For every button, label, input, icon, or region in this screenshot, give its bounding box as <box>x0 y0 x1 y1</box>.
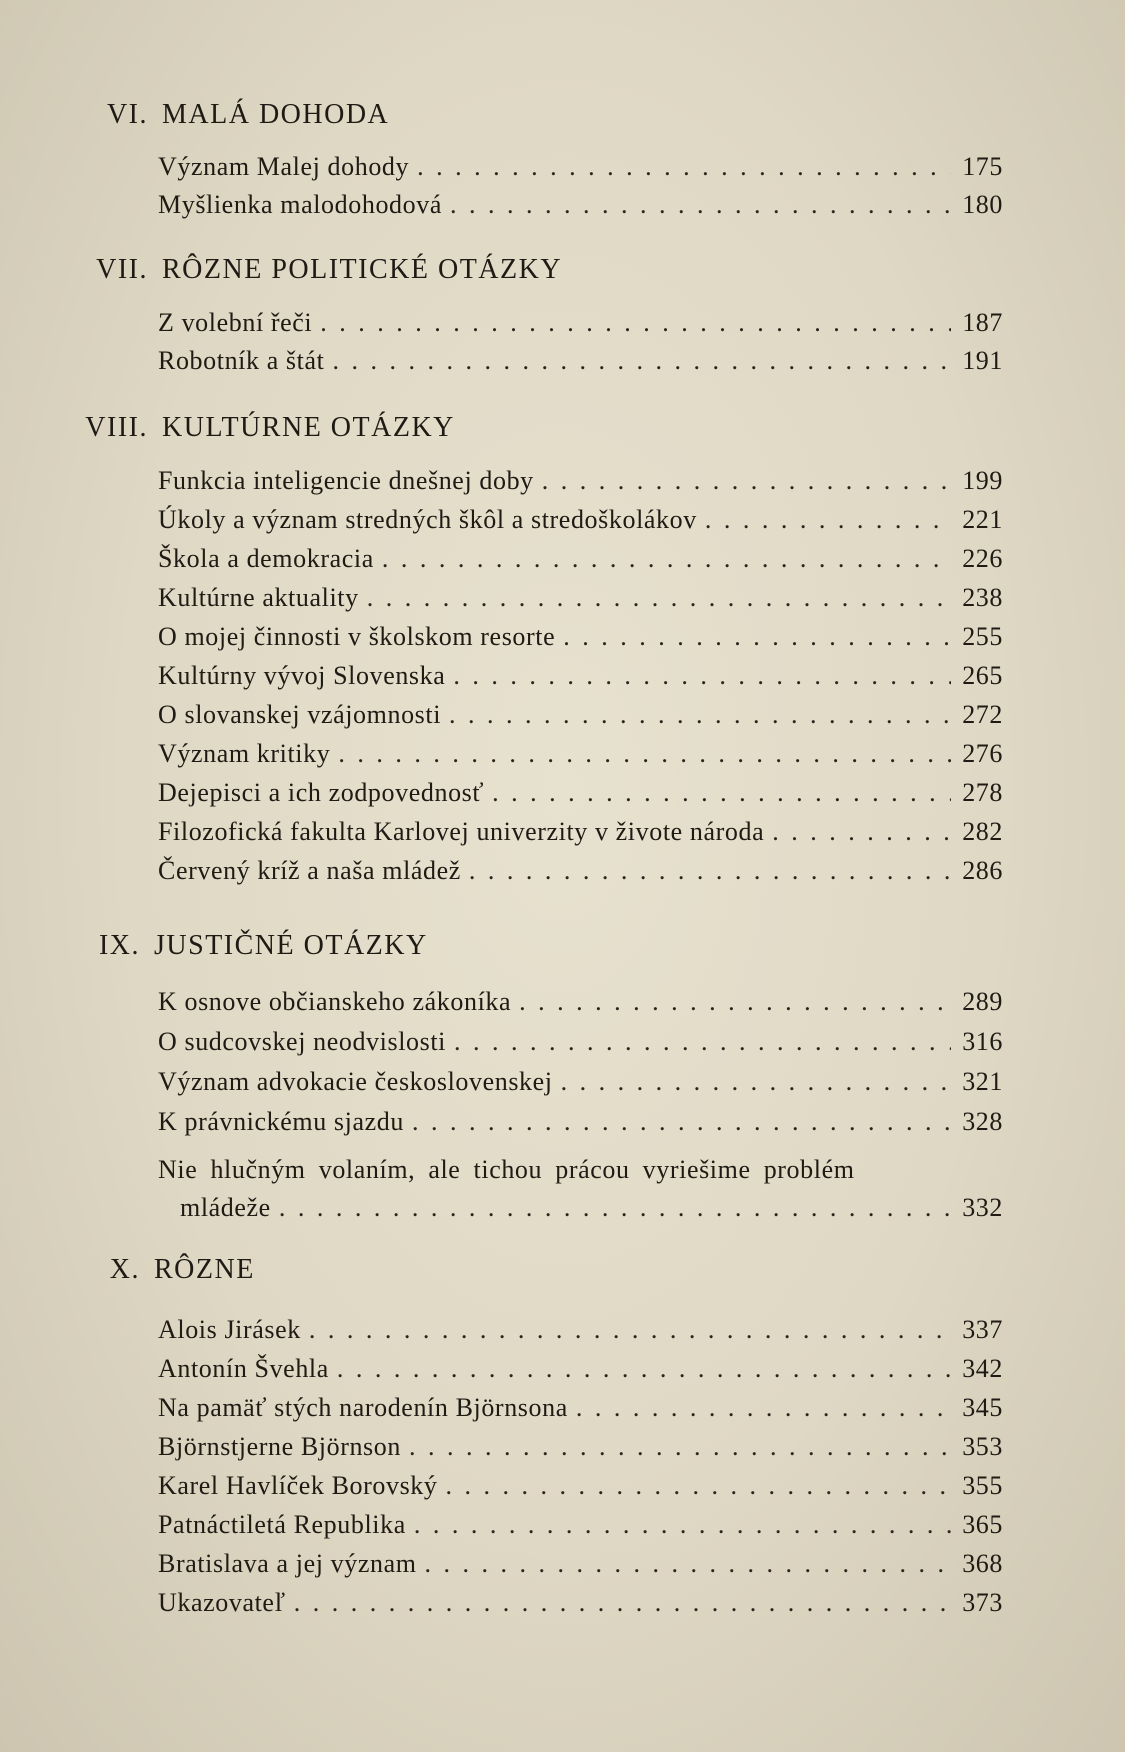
page-number: 282 <box>962 817 1003 846</box>
section-heading <box>0 1250 1117 1290</box>
page-number: 265 <box>962 661 1003 690</box>
page-number: 226 <box>962 544 1003 573</box>
entry-title: Význam Malej dohody <box>158 152 410 181</box>
section-number: IX. <box>98 930 140 961</box>
entry-title: Úkoly a význam stredných škôl a stredoškolákov <box>158 505 697 534</box>
toc-entry[interactable] <box>158 304 1003 342</box>
page-number: 286 <box>962 856 1003 885</box>
entry-title: Význam kritiky <box>158 739 331 768</box>
entry-title: O slovanskej vzájomnosti <box>158 700 442 729</box>
entry-title: Ukazovateľ <box>158 1588 286 1617</box>
entry-title: Alois Jirásek <box>158 1315 301 1344</box>
toc-entry[interactable] <box>158 1467 1003 1505</box>
page-number: 342 <box>962 1354 1003 1383</box>
section-heading <box>0 95 1125 135</box>
page-number: 345 <box>962 1393 1003 1422</box>
section-heading <box>0 926 1117 966</box>
toc-entry[interactable] <box>158 1311 1003 1349</box>
dot-leader <box>382 540 951 578</box>
toc-entry[interactable] <box>158 1584 1003 1622</box>
toc-entry[interactable] <box>158 186 1003 224</box>
page-number: 365 <box>962 1510 1003 1539</box>
entry-title: Dejepisci a ich zodpovednosť <box>158 778 485 807</box>
section-title: RÔZNE POLITICKÉ OTÁZKY <box>162 254 563 285</box>
dot-leader <box>772 813 951 851</box>
toc-entry[interactable] <box>158 1063 1003 1101</box>
dot-leader <box>338 735 951 773</box>
dot-leader <box>469 852 951 890</box>
dot-leader <box>563 618 951 656</box>
page-number: 278 <box>962 778 1003 807</box>
dot-leader <box>446 1467 952 1505</box>
page-number: 328 <box>962 1107 1003 1136</box>
dot-leader <box>449 696 951 734</box>
entry-title: Kultúrne aktuality <box>158 583 359 612</box>
dot-leader <box>492 774 951 812</box>
page-number: 321 <box>962 1067 1003 1096</box>
toc-entry[interactable] <box>158 774 1003 812</box>
dot-leader <box>332 342 951 380</box>
entry-title: Filozofická fakulta Karlovej univerzity v živote národa <box>158 817 765 846</box>
page-number: 289 <box>962 987 1003 1016</box>
section-number: VI. <box>106 99 148 130</box>
page-number: 187 <box>962 308 1003 337</box>
page-number: 355 <box>962 1471 1003 1500</box>
toc-entry[interactable] <box>158 657 1003 695</box>
dot-leader <box>412 1103 951 1141</box>
dot-leader <box>450 186 951 224</box>
toc-entry[interactable] <box>158 579 1003 617</box>
entry-title: O sudcovskej neodvislosti <box>158 1027 446 1056</box>
section-heading <box>0 408 1125 448</box>
dot-leader <box>542 462 951 500</box>
toc-entry[interactable] <box>158 501 1003 539</box>
dot-leader <box>409 1428 951 1466</box>
dot-leader <box>417 148 951 186</box>
toc-entry[interactable] <box>158 618 1003 656</box>
page-number: 353 <box>962 1432 1003 1461</box>
toc-entry[interactable] <box>158 342 1003 380</box>
dot-leader <box>294 1584 951 1622</box>
page-number: 255 <box>962 622 1003 651</box>
entry-title: Bratislava a jej význam <box>158 1549 417 1578</box>
entry-title: Z volební řeči <box>158 308 313 337</box>
entry-title: Nie hlučným volaním, ale tichou prácou vyriešime problém <box>158 1155 855 1184</box>
page-number: 332 <box>962 1193 1003 1222</box>
entry-title-continued: mládeže <box>180 1193 271 1222</box>
dot-leader <box>367 579 951 617</box>
toc-entry[interactable] <box>158 462 1003 500</box>
entry-title: Červený kríž a naša mládež <box>158 856 461 885</box>
dot-leader <box>309 1311 951 1349</box>
entry-title: Myšlienka malodohodová <box>158 190 442 219</box>
dot-leader <box>279 1189 951 1227</box>
section-title: MALÁ DOHODA <box>162 99 390 130</box>
dot-leader <box>576 1389 951 1427</box>
dot-leader <box>414 1506 951 1544</box>
entry-title: Patnáctiletá Republika <box>158 1510 406 1539</box>
entry-title: Význam advokacie československej <box>158 1067 553 1096</box>
toc-entry[interactable] <box>158 1506 1003 1544</box>
dot-leader <box>453 657 951 695</box>
page-number: 337 <box>962 1315 1003 1344</box>
page-number: 238 <box>962 583 1003 612</box>
dot-leader <box>454 1023 951 1061</box>
toc-entry[interactable] <box>158 813 1003 851</box>
page-number: 316 <box>962 1027 1003 1056</box>
toc-entry[interactable] <box>158 1389 1003 1427</box>
section-title: RÔZNE <box>154 1254 255 1285</box>
toc-entry[interactable] <box>158 148 1003 186</box>
page-number: 199 <box>962 466 1003 495</box>
entry-title: Funkcia inteligencie dnešnej doby <box>158 466 534 495</box>
page-number: 175 <box>962 152 1003 181</box>
page-number: 180 <box>962 190 1003 219</box>
entry-title: O mojej činnosti v školskom resorte <box>158 622 556 651</box>
toc-entry[interactable] <box>158 1103 1003 1141</box>
toc-entry[interactable] <box>158 540 1003 578</box>
toc-entry[interactable] <box>158 735 1003 773</box>
entry-title: Škola a demokracia <box>158 544 374 573</box>
entry-title: Antonín Švehla <box>158 1354 329 1383</box>
dot-leader <box>705 501 951 539</box>
dot-leader <box>519 983 951 1021</box>
page-number: 272 <box>962 700 1003 729</box>
toc-entry[interactable] <box>158 1428 1003 1466</box>
section-number: VII. <box>96 254 148 285</box>
entry-title: Karel Havlíček Borovský <box>158 1471 438 1500</box>
page-number: 221 <box>962 505 1003 534</box>
entry-title: Na pamäť stých narodenín Björnsona <box>158 1393 568 1422</box>
page-number: 368 <box>962 1549 1003 1578</box>
section-number: VIII. <box>85 412 148 443</box>
toc-entry[interactable] <box>158 1151 1003 1227</box>
page-number: 373 <box>962 1588 1003 1617</box>
page-number: 276 <box>962 739 1003 768</box>
toc-entry[interactable] <box>158 983 1003 1021</box>
toc-entry[interactable] <box>158 852 1003 890</box>
page-number: 191 <box>962 346 1003 375</box>
section-number: X. <box>109 1254 140 1285</box>
entry-title: Björnstjerne Björnson <box>158 1432 401 1461</box>
section-title: KULTÚRNE OTÁZKY <box>162 412 455 443</box>
entry-continuation <box>158 1189 1003 1227</box>
entry-title: Kultúrny vývoj Slovenska <box>158 661 446 690</box>
entry-title: K právnickému sjazdu <box>158 1107 404 1136</box>
toc-entry[interactable] <box>158 1350 1003 1388</box>
entry-title: Robotník a štát <box>158 346 325 375</box>
entry-title: K osnove občianskeho zákoníka <box>158 987 512 1016</box>
toc-entry[interactable] <box>158 696 1003 734</box>
dot-leader <box>561 1063 951 1101</box>
dot-leader <box>337 1350 951 1388</box>
toc-entry[interactable] <box>158 1545 1003 1583</box>
toc-entry[interactable] <box>158 1023 1003 1061</box>
dot-leader <box>425 1545 951 1583</box>
dot-leader <box>320 304 951 342</box>
section-heading <box>0 250 1125 290</box>
section-title: JUSTIČNÉ OTÁZKY <box>154 930 428 961</box>
